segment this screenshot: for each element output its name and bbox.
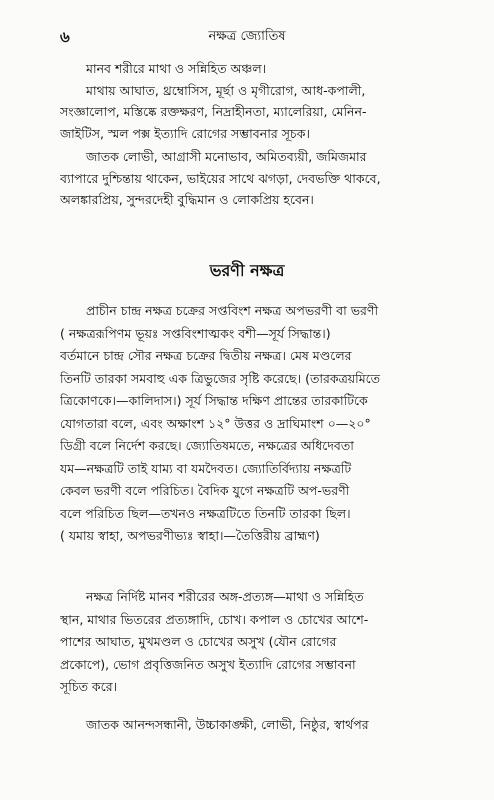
- text-line: ( নক্ষত্ররূপিণম ভূয়ঃ সপ্তবিংশাত্মকং বশী—সূর্য সিদ্ধান্ত।): [60, 325, 331, 341]
- section-heading: ভরণী নক্ষত্র: [209, 261, 285, 280]
- text-line: বর্তমানে চান্দ্র সৌর নক্ষত্র চক্রের দ্বিতীয় নক্ষত্র। মেষ মণ্ডলের: [60, 348, 352, 363]
- paragraph-bharani-description: [60, 300, 446, 548]
- paragraph-body-parts: [60, 58, 446, 144]
- paragraph-bharani-character: [60, 714, 446, 737]
- text-line: জাতক লোভী, আগ্রাসী মনোভাব, অমিতব্যয়ী, জমিজমার: [86, 149, 367, 164]
- text-line: মাথায় আঘাত, থ্রম্বোসিস, মূর্ছা ও মৃগীরোগ, আধ-কপালী,: [86, 82, 366, 98]
- text-line: তিনটি তারকা সমবাহু এক ত্রিভুজের সৃষ্টি করেছে। (তারকত্রয়মিতে: [60, 370, 381, 386]
- text-line: অলঙ্কারপ্রিয়, সুন্দরদেহী বুদ্ধিমান ও লোকপ্রিয় হবেন।: [60, 192, 314, 207]
- text-line: যোগতারা বলে, এবং অক্ষাংশ ১২° উত্তর ও দ্রাঘিমাংশ ০—২০°: [60, 415, 371, 431]
- page-number: ৬: [60, 28, 70, 46]
- text-line: ( যমায় স্বাহা, অপভরণীভ্যঃ স্বাহা।—তৈত্তিরীয় ব্রাহ্মণ): [60, 528, 320, 543]
- text-line: জাইটিস, স্মল পক্স ইত্যাদি রোগের সম্ভাবনার সূচক।: [60, 125, 310, 141]
- text-line: প্রকোপে), ভোগ প্রবৃত্তিজনিত অসুখ ইত্যাদি রোগের সম্ভাবনা: [60, 656, 356, 672]
- text-line: যম—নক্ষত্রটি তাই যাম্য বা যমদৈবত। জ্যোতির্বিদ্যায় নক্ষত্রটি: [60, 460, 352, 476]
- paragraph-character: [60, 146, 446, 211]
- text-line: পাশের আঘাত, মুখমণ্ডল ও চোখের অসুখ (যৌন রোগের: [60, 634, 337, 649]
- text-line: ব্যাপারে দুশ্চিন্তায় থাকেন, ভাইয়ের সাথে ঝগড়া, দেবভক্তি থাকবে,: [60, 170, 381, 186]
- page-header: [0, 26, 494, 48]
- text-line: স্থান, মাথার ভিতরের প্রত্যঙ্গাদি, চোখ। কপাল ও চোখের আশে-: [60, 611, 369, 627]
- text-line: প্রাচীন চান্দ্র নক্ষত্র চক্রের সপ্তবিংশ নক্ষত্র অপভরণী বা ভরণী: [86, 303, 379, 318]
- text-line: সূচিত করে।: [60, 679, 118, 694]
- text-line: বলে পরিচিত ছিল—তখনও নক্ষত্রটিতে তিনটি তারকা ছিল।: [60, 505, 351, 521]
- text-line: সংজ্ঞালোপ, মস্তিষ্কে রক্তক্ষরণ, নিদ্রাহীনতা, ম্যালেরিয়া, মেনিন-: [60, 104, 367, 119]
- running-title: নক্ষত্র জ্যোতিষ: [208, 29, 286, 44]
- text-line: মানব শরীরে মাথা ও সন্নিহিত অঞ্চল।: [86, 61, 267, 76]
- text-line: ত্রিকোণকে।—কালিদাস।) সূর্য সিদ্ধান্ত দক্ষিণ প্রান্তের তারকাটিকে: [60, 393, 368, 408]
- text-line: জাতক আনন্দসন্ধানী, উচ্চাকাঙ্ক্ষী, লোভী, নিষ্ঠুর, স্বার্থপর: [86, 717, 369, 732]
- text-line: কেবল ভরণী বলে পরিচিত। বৈদিক যুগে নক্ষত্রটি অপ-ভরণী: [60, 483, 350, 498]
- text-line: নক্ষত্র নির্দিষ্ট মানব শরীরের অঙ্গ-প্রত্যঙ্গ—মাথা ও সন্নিহিত: [86, 589, 364, 604]
- text-line: ডিগ্রী বলে নির্দেশ করছে। জ্যোতিষমতে, নক্ষত্রের অধিদেবতা: [60, 438, 354, 453]
- paragraph-bharani-body-parts: [60, 586, 446, 699]
